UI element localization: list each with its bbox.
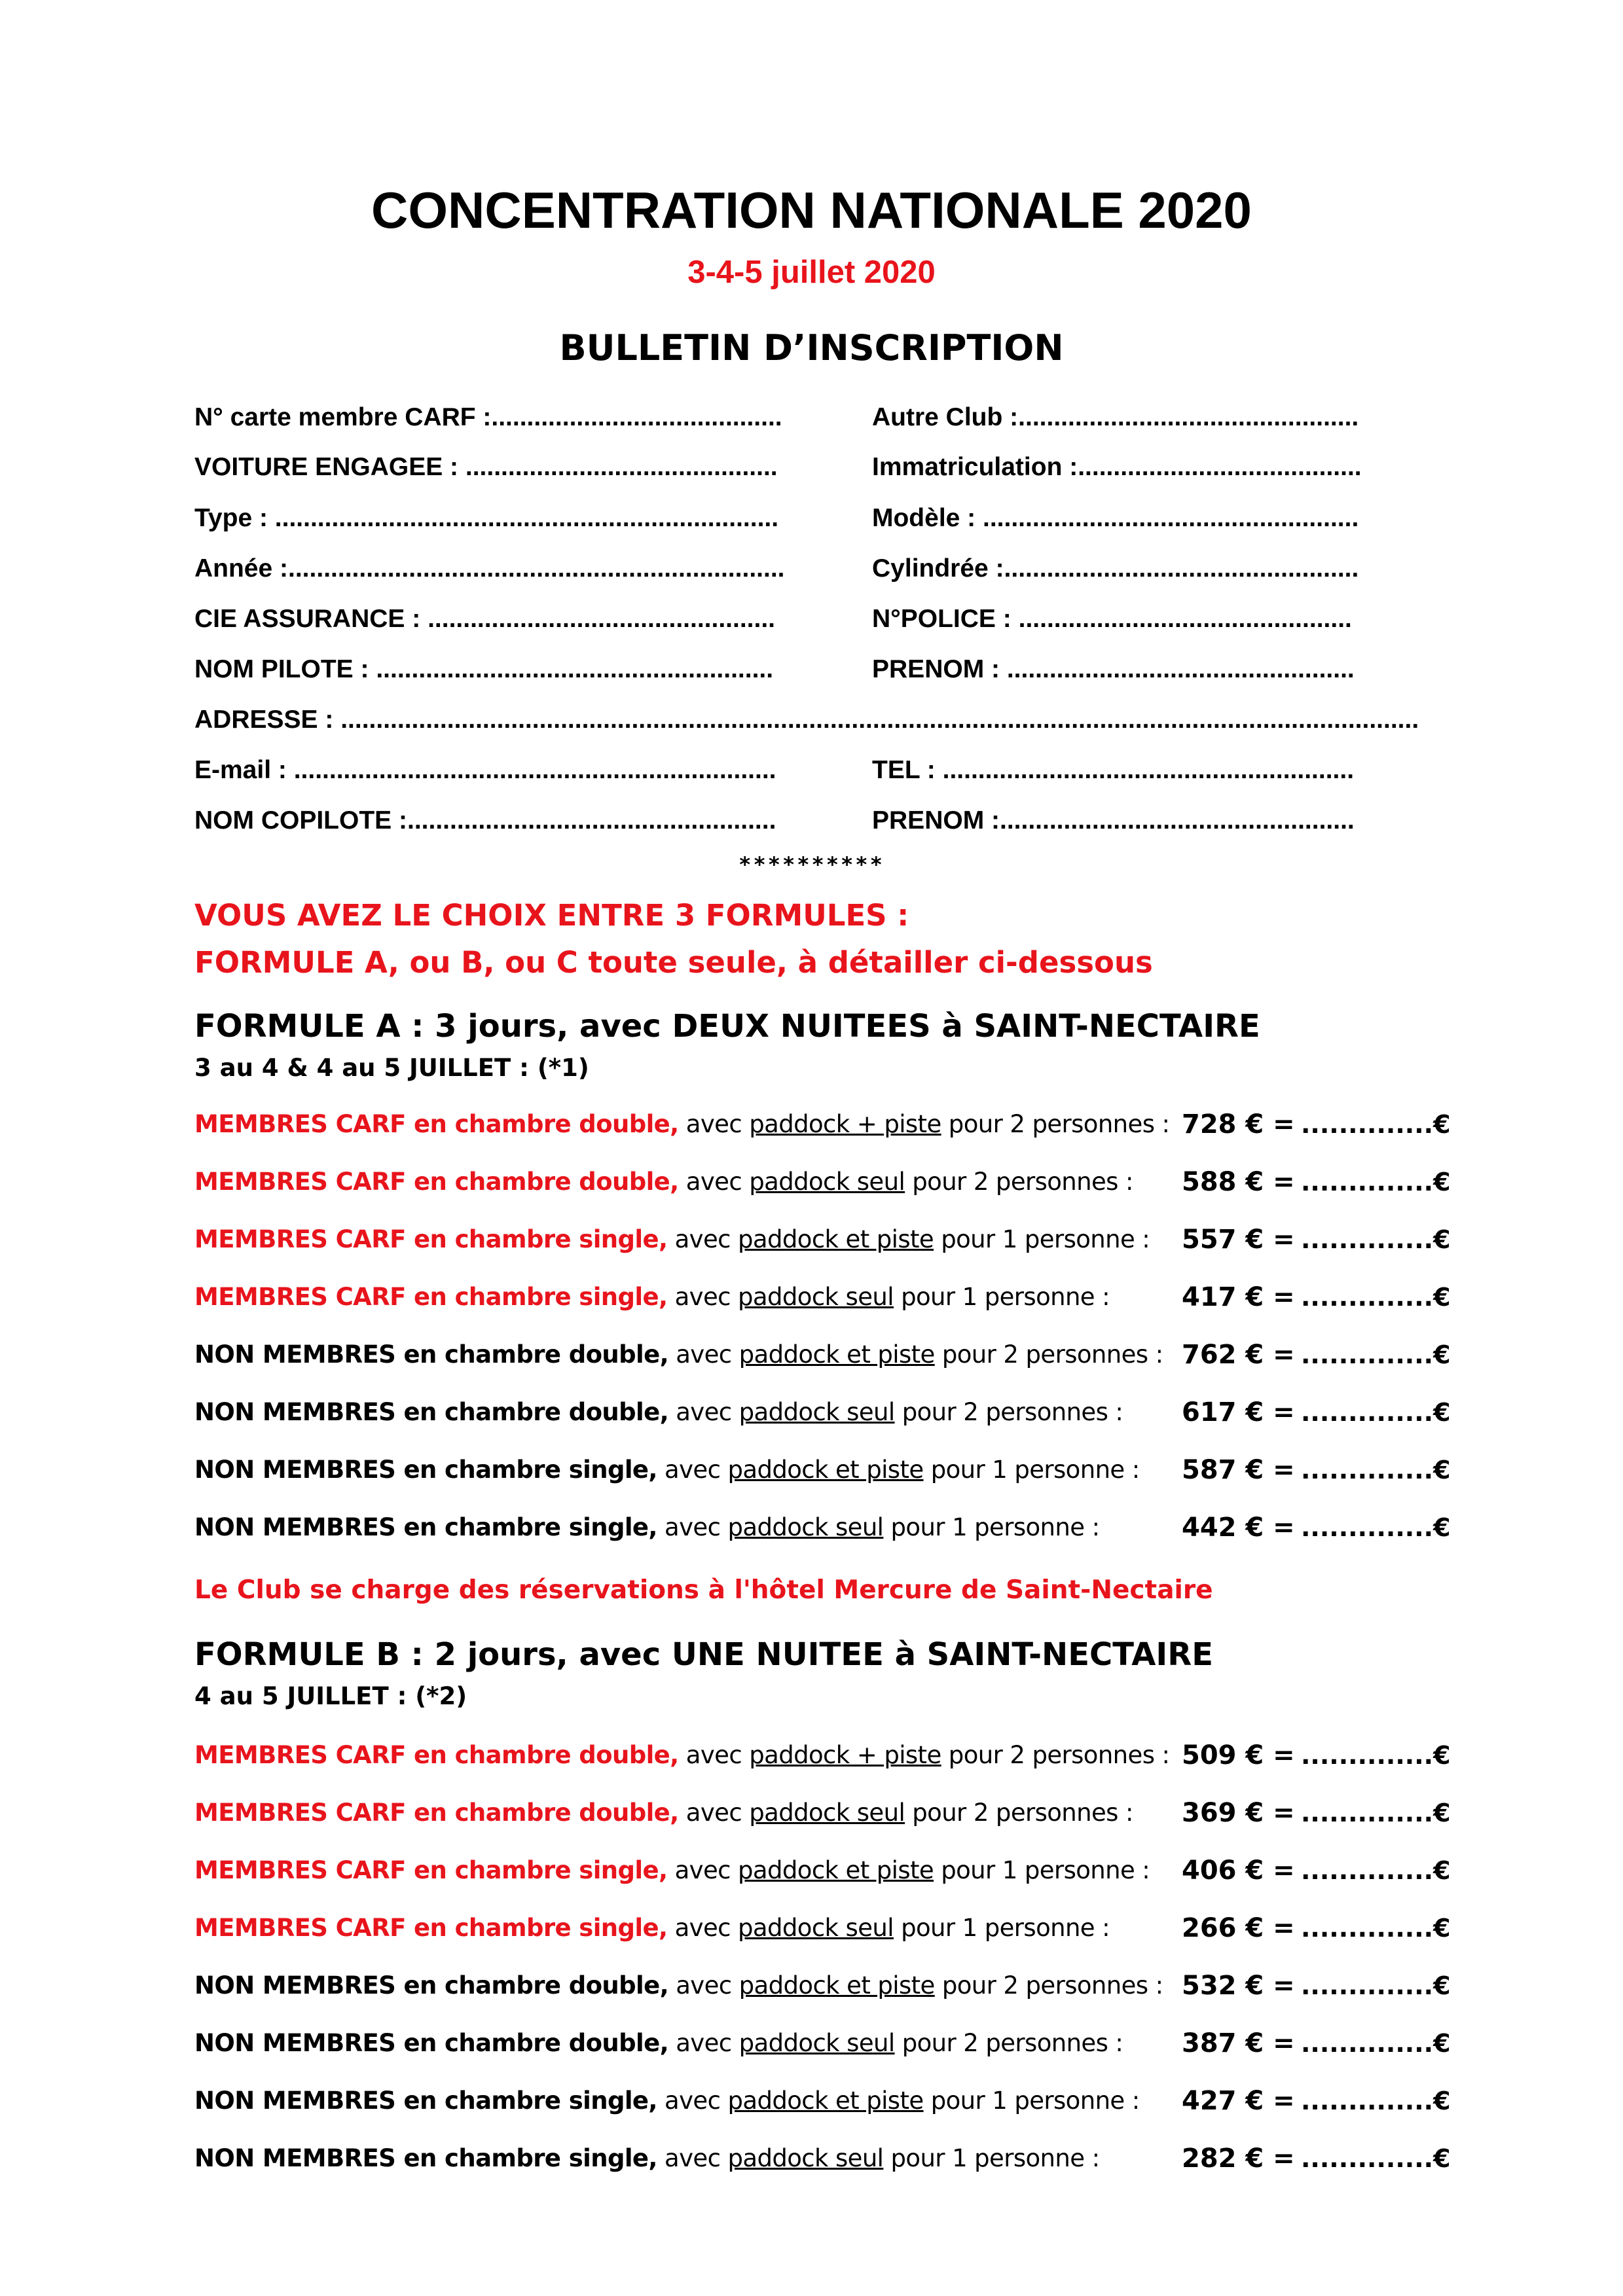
connector-text: avec (657, 2144, 728, 2172)
connector-text: avec (668, 1398, 739, 1426)
form-subtitle: BULLETIN D’INSCRIPTION (559, 327, 1064, 368)
price-row-label (194, 1511, 1099, 1544)
price-row-label (194, 2027, 1123, 2060)
field-registration[interactable]: Immatriculation :........................................ (872, 453, 1362, 481)
connector-text: avec (668, 1340, 739, 1369)
persons-label: pour 1 personne : (923, 2087, 1140, 2115)
page-title: CONCENTRATION NATIONALE 2020 (371, 181, 1252, 239)
price-row (194, 1454, 1451, 1486)
price-row (194, 1511, 1451, 1544)
connector-text: avec (657, 2087, 728, 2115)
price-value: 387 € = (1182, 2028, 1295, 2058)
option-label: paddock seul (739, 2029, 895, 2057)
price-row (194, 1281, 1451, 1314)
formule-b-title: FORMULE B : 2 jours, avec UNE NUITEE à SAINT-NECTAIRE (194, 1636, 1213, 1673)
option-label: paddock et piste (738, 1856, 934, 1884)
price-row (194, 1166, 1451, 1198)
field-policy-number[interactable]: N°POLICE : ............................................... (872, 605, 1352, 633)
price-row (194, 1797, 1451, 1829)
option-label: paddock seul (727, 1513, 884, 1541)
connector-text: avec (668, 1971, 739, 2000)
field-car-entered[interactable]: VOITURE ENGAGEE : ............................................ (194, 453, 778, 481)
price-row (194, 1854, 1451, 1887)
audience-label: MEMBRES CARF en chambre double, (194, 1168, 679, 1196)
audience-label: MEMBRES CARF en chambre single, (194, 1856, 668, 1884)
audience-label: NON MEMBRES en chambre double, (194, 2029, 669, 2057)
price-row (194, 1739, 1451, 1772)
persons-label: pour 2 personnes : (894, 1398, 1123, 1426)
option-label: paddock et piste (727, 2087, 924, 2115)
persons-label: pour 1 personne : (934, 1225, 1150, 1253)
field-displacement[interactable]: Cylindrée :.................................................. (872, 554, 1359, 583)
persons-label: pour 2 personnes : (934, 1971, 1163, 2000)
connector-text: avec (667, 1856, 739, 1884)
connector-text: avec (657, 1513, 728, 1541)
connector-text: avec (668, 2029, 739, 2057)
field-phone[interactable]: TEL : .......................................................... (872, 756, 1355, 784)
formule-a-dates: 3 au 4 & 4 au 5 JUILLET : (*1) (194, 1054, 589, 1082)
audience-label: NON MEMBRES en chambre double, (194, 1971, 669, 2000)
separator: ********** (739, 852, 884, 877)
amount-input[interactable]: ..............€ (1301, 1225, 1451, 1254)
price-value: 417 € = (1182, 1282, 1295, 1312)
hotel-reservation-note: Le Club se charge des réservations à l'hôtel Mercure de Saint-Nectaire (194, 1575, 1213, 1605)
price-value: 369 € = (1182, 1798, 1295, 1828)
price-row-label (194, 1797, 1133, 1829)
audience-label: MEMBRES CARF en chambre double, (194, 1741, 679, 1769)
price-row-label (194, 1739, 1169, 1772)
field-driver-firstname[interactable]: PRENOM : ................................................. (872, 655, 1355, 683)
price-row (194, 1396, 1451, 1429)
amount-input[interactable]: ..............€ (1301, 1856, 1451, 1885)
price-row-label (194, 1912, 1110, 1945)
choice-heading: VOUS AVEZ LE CHOIX ENTRE 3 FORMULES : (194, 898, 909, 933)
option-label: paddock seul (738, 1914, 894, 1942)
field-member-card[interactable]: N° carte membre CARF :......................................... (194, 403, 782, 431)
amount-input[interactable]: ..............€ (1301, 1110, 1451, 1139)
price-value: 427 € = (1182, 2086, 1295, 2116)
field-insurance-company[interactable]: CIE ASSURANCE : ................................................. (194, 605, 776, 633)
field-driver-name[interactable]: NOM PILOTE : ........................................................ (194, 655, 774, 683)
price-row-label (194, 1108, 1169, 1141)
amount-input[interactable]: ..............€ (1301, 1340, 1451, 1369)
price-row (194, 1969, 1451, 2002)
audience-label: MEMBRES CARF en chambre single, (194, 1914, 668, 1942)
choice-subheading: FORMULE A, ou B, ou C toute seule, à détailler ci-dessous (194, 945, 1153, 980)
price-row (194, 2027, 1451, 2060)
connector-text: avec (678, 1741, 750, 1769)
field-copilot-firstname[interactable]: PRENOM :.................................................. (872, 806, 1355, 834)
field-year[interactable]: Année :...................................................................... (194, 554, 785, 583)
option-label: paddock et piste (738, 1225, 934, 1253)
connector-text: avec (678, 1110, 750, 1138)
persons-label: pour 1 personne : (883, 1513, 1100, 1541)
option-label: paddock et piste (739, 1340, 935, 1369)
price-row (194, 1338, 1451, 1371)
field-address[interactable]: ADRESSE : ........................................................................................................................................................ (194, 706, 1419, 734)
price-value: 282 € = (1182, 2144, 1295, 2174)
amount-input[interactable]: ..............€ (1301, 2087, 1451, 2115)
option-label: paddock seul (749, 1799, 905, 1827)
price-row (194, 1912, 1451, 1945)
price-value: 509 € = (1182, 1740, 1295, 1770)
persons-label: pour 2 personnes : (905, 1168, 1133, 1196)
price-row (194, 1108, 1451, 1141)
price-value: 266 € = (1182, 1913, 1295, 1943)
amount-input[interactable]: ..............€ (1301, 2029, 1451, 2058)
persons-label: pour 1 personne : (893, 1914, 1110, 1942)
field-model[interactable]: Modèle : ..................................................... (872, 504, 1359, 532)
amount-input[interactable]: ..............€ (1301, 1914, 1451, 1943)
audience-label: MEMBRES CARF en chambre single, (194, 1225, 668, 1253)
audience-label: MEMBRES CARF en chambre single, (194, 1283, 668, 1311)
amount-input[interactable]: ..............€ (1301, 1513, 1451, 1542)
persons-label: pour 2 personnes : (905, 1799, 1133, 1827)
option-label: paddock et piste (727, 1456, 924, 1484)
audience-label: MEMBRES CARF en chambre double, (194, 1799, 679, 1827)
connector-text: avec (657, 1456, 728, 1484)
persons-label: pour 1 personne : (883, 2144, 1100, 2172)
amount-input[interactable]: ..............€ (1301, 1283, 1451, 1312)
price-row (194, 2142, 1451, 2175)
field-other-club[interactable]: Autre Club :................................................ (872, 403, 1359, 431)
price-value: 728 € = (1182, 1109, 1295, 1139)
price-row-label (194, 1338, 1163, 1371)
amount-input[interactable]: ..............€ (1301, 1741, 1451, 1770)
audience-label: NON MEMBRES en chambre double, (194, 1398, 669, 1426)
price-row-label (194, 2142, 1099, 2175)
persons-label: pour 2 personnes : (941, 1110, 1170, 1138)
connector-text: avec (678, 1799, 750, 1827)
price-row-label (194, 1281, 1110, 1314)
audience-label: NON MEMBRES en chambre single, (194, 1513, 657, 1541)
option-label: paddock + piste (749, 1741, 941, 1769)
connector-text: avec (667, 1283, 739, 1311)
price-value: 442 € = (1182, 1513, 1295, 1543)
audience-label: NON MEMBRES en chambre double, (194, 1340, 669, 1369)
field-type[interactable]: Type : ....................................................................... (194, 504, 779, 532)
field-email[interactable]: E-mail : .................................................................... (194, 756, 776, 784)
price-row-label (194, 1969, 1163, 2002)
persons-label: pour 2 personnes : (894, 2029, 1123, 2057)
price-row-label (194, 1454, 1140, 1486)
audience-label: NON MEMBRES en chambre single, (194, 1456, 657, 1484)
price-value: 587 € = (1182, 1455, 1295, 1485)
price-value: 557 € = (1182, 1225, 1295, 1255)
amount-input[interactable]: ..............€ (1301, 1799, 1451, 1827)
persons-label: pour 1 personne : (893, 1283, 1110, 1311)
price-value: 406 € = (1182, 1856, 1295, 1886)
persons-label: pour 1 personne : (923, 1456, 1140, 1484)
price-row-label (194, 1166, 1133, 1198)
amount-input[interactable]: ..............€ (1301, 1398, 1451, 1427)
option-label: paddock et piste (739, 1971, 935, 2000)
connector-text: avec (678, 1168, 750, 1196)
price-row (194, 1223, 1451, 1256)
persons-label: pour 2 personnes : (941, 1741, 1170, 1769)
field-copilot-name[interactable]: NOM COPILOTE :.................................................... (194, 806, 776, 834)
price-row-label (194, 1396, 1123, 1429)
price-value: 588 € = (1182, 1167, 1295, 1197)
option-label: paddock seul (739, 1398, 895, 1426)
price-row-label (194, 1223, 1150, 1256)
amount-input[interactable]: ..............€ (1301, 1971, 1451, 2000)
option-label: paddock + piste (749, 1110, 941, 1138)
option-label: paddock seul (749, 1168, 905, 1196)
amount-input[interactable]: ..............€ (1301, 2144, 1451, 2173)
option-label: paddock seul (727, 2144, 884, 2172)
event-dates: 3-4-5 juillet 2020 (687, 255, 936, 290)
persons-label: pour 1 personne : (934, 1856, 1150, 1884)
connector-text: avec (667, 1914, 739, 1942)
formule-a-title: FORMULE A : 3 jours, avec DEUX NUITEES à SAINT-NECTAIRE (194, 1008, 1260, 1045)
price-row-label (194, 1854, 1150, 1887)
price-row (194, 2085, 1451, 2117)
price-value: 762 € = (1182, 1340, 1295, 1370)
audience-label: MEMBRES CARF en chambre double, (194, 1110, 679, 1138)
price-row-label (194, 2085, 1140, 2117)
audience-label: NON MEMBRES en chambre single, (194, 2087, 657, 2115)
amount-input[interactable]: ..............€ (1301, 1168, 1451, 1196)
option-label: paddock seul (738, 1283, 894, 1311)
connector-text: avec (667, 1225, 739, 1253)
price-value: 532 € = (1182, 1971, 1295, 2001)
formule-b-dates: 4 au 5 JUILLET : (*2) (194, 1682, 467, 1710)
amount-input[interactable]: ..............€ (1301, 1456, 1451, 1484)
persons-label: pour 2 personnes : (934, 1340, 1163, 1369)
price-value: 617 € = (1182, 1397, 1295, 1427)
audience-label: NON MEMBRES en chambre single, (194, 2144, 657, 2172)
